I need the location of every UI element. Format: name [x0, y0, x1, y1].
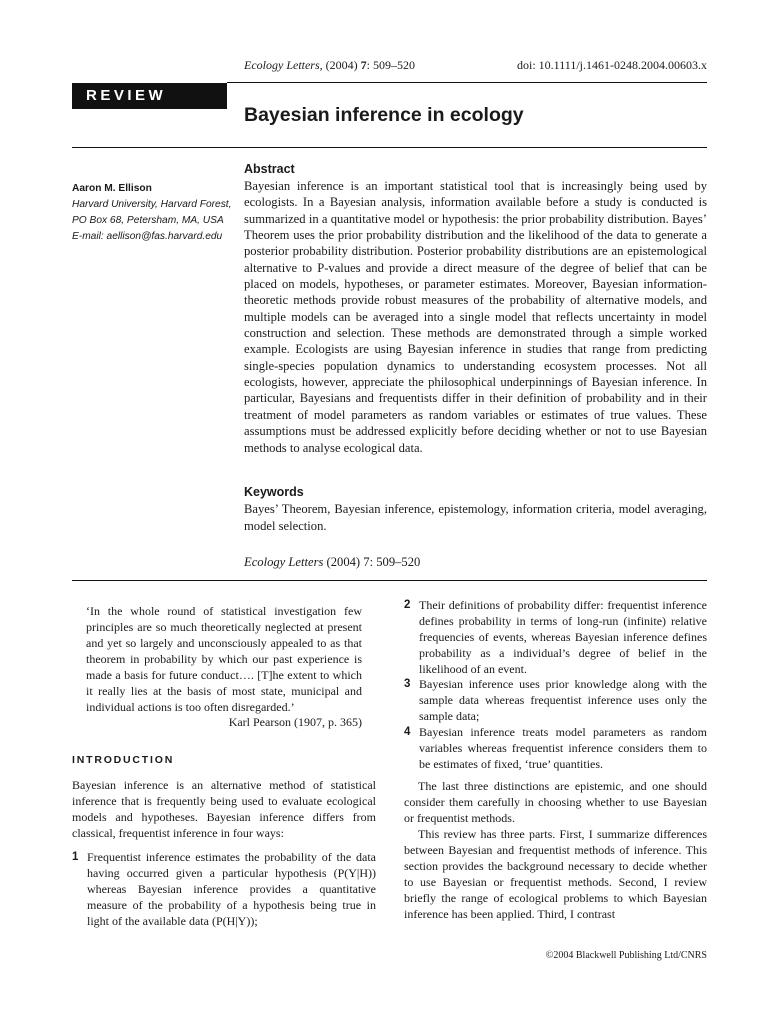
doi: doi: 10.1111/j.1461-0248.2004.00603.x — [517, 58, 707, 72]
author-affiliation: Harvard University, Harvard Forest, PO Box 68, Petersham, MA, USA — [72, 199, 232, 226]
copyright-footer: ©2004 Blackwell Publishing Ltd/CNRS — [545, 950, 707, 961]
keywords-heading: Keywords — [244, 485, 304, 499]
abstract-rule — [72, 580, 707, 581]
author-email[interactable]: E-mail: aellison@fas.harvard.edu — [72, 231, 223, 242]
list-item — [404, 597, 707, 677]
list-item-text: Frequentist inference estimates the probability of the data having occurred given a particular hypothesis (P(Y|H)) whereas Bayesian inference provides a quantitative measure of the probability of a hypothesis being true in light of the available data (P(H|Y)); — [87, 850, 376, 928]
keywords-text: Bayes’ Theorem, Bayesian inference, epistemology, information criteria, model averaging, model selection. — [244, 502, 707, 533]
citation-journal: Ecology Letters — [244, 555, 324, 569]
introduction-paragraph: Bayesian inference is an alternative method of statistical inference that is frequently being used to evaluate ecological models and hypotheses. Bayesian inference differs from classical, frequentist inference in four ways: — [72, 778, 376, 840]
list-item-number: 3 — [404, 678, 411, 690]
list-item-number: 1 — [72, 851, 79, 863]
author-name: Aaron M. Ellison — [72, 183, 152, 194]
list-item-text: Their definitions of probability differ: frequentist inference defines probability in terms of long-run (infinite) relative frequencies of events, whereas Bayesian inference defines probability as a individual’s degree of belief in the likelihood of an event. — [419, 598, 707, 676]
abstract-heading: Abstract — [244, 162, 295, 176]
body-paragraph: This review has three parts. First, I summarize differences between Bayesian and frequentist methods of inference. This section provides the background necessary to decide whether to use Bayesian or frequentist methods. Second, I review briefly the range of ecological problems to which Bayesian inference has been applied. Third, I contrast — [404, 827, 707, 921]
list-item-text: Bayesian inference treats model parameters as random variables whereas frequentist inference considers them to be estimates of fixed, ‘true’ quantities. — [419, 725, 707, 771]
epigraph-attribution: Karl Pearson (1907, p. 365) — [228, 715, 362, 729]
abstract-text: Bayesian inference is an important statistical tool that is increasingly being used by ecologists. In a Bayesian analysis, information available before a study is conducted is summarized in a quantitative model or hypothesis: the prior probability distribution. Bayes’ Theorem uses the prior probability distribution and the likelihood of the data to generate a posterior probability distribution. Posterior probability distributions are an epistemological alternative to P-values and provide a direct measure of the degree of belief that can be placed on models, hypotheses, or parameter estimates. Moreover, Bayesian information-theoretic methods provide robust measures of the probability of alternative models, and multiple models can be averaged into a single model that reflects uncertainty in model construction and selection. These methods are demonstrated through a simple worked example. Ecologists are using Bayesian inference in studies that range from predicting single-species population dynamics to understanding ecosystem processes. Not all ecologists, however, appreciate the philosophical underpinnings of Bayesian inference. In particular, Bayesians and frequentists differ in their definition of probability and in their treatment of model parameters as random variables or estimates of true values. These assumptions must be addressed explicitly before deciding whether or not to use Bayesian methods to analyse ecological data. — [244, 179, 707, 455]
article-title: Bayesian inference in ecology — [244, 104, 524, 126]
list-item-text: Bayesian inference uses prior knowledge along with the sample data whereas frequentist inference uses only the sample data; — [419, 677, 707, 723]
epigraph-quote: ‘In the whole round of statistical investigation few principles are so much theoretically neglected at present and yet so largely and unconsciously appealed to as that theorem in probability by which our past experience is made a basis for future conduct…. [T]he extent to which it really lies at the basis of most state, municipal and individual actions is too often disregarded.’ — [86, 604, 362, 714]
list-item-number: 2 — [404, 599, 411, 611]
section-label: REVIEW — [72, 83, 227, 109]
list-item-number: 4 — [404, 726, 411, 738]
list-item — [404, 724, 707, 772]
journal-reference — [244, 58, 415, 73]
journal-pages: : 509–520 — [366, 58, 415, 72]
title-rule — [72, 147, 707, 148]
journal-name: Ecology Letters, — [244, 58, 323, 72]
journal-volume: 7 — [360, 58, 367, 72]
citation-rest: (2004) 7: 509–520 — [323, 555, 421, 569]
list-item — [72, 849, 376, 929]
author-block — [72, 181, 237, 245]
body-paragraph: The last three distinctions are epistemic, and one should consider them carefully in choosing whether to use Bayesian or frequentist methods. — [404, 779, 707, 825]
journal-year: (2004) — [325, 58, 358, 72]
list-item — [404, 676, 707, 724]
introduction-heading: INTRODUCTION — [72, 754, 175, 766]
header-rule — [227, 82, 707, 83]
citation-line — [244, 555, 420, 570]
